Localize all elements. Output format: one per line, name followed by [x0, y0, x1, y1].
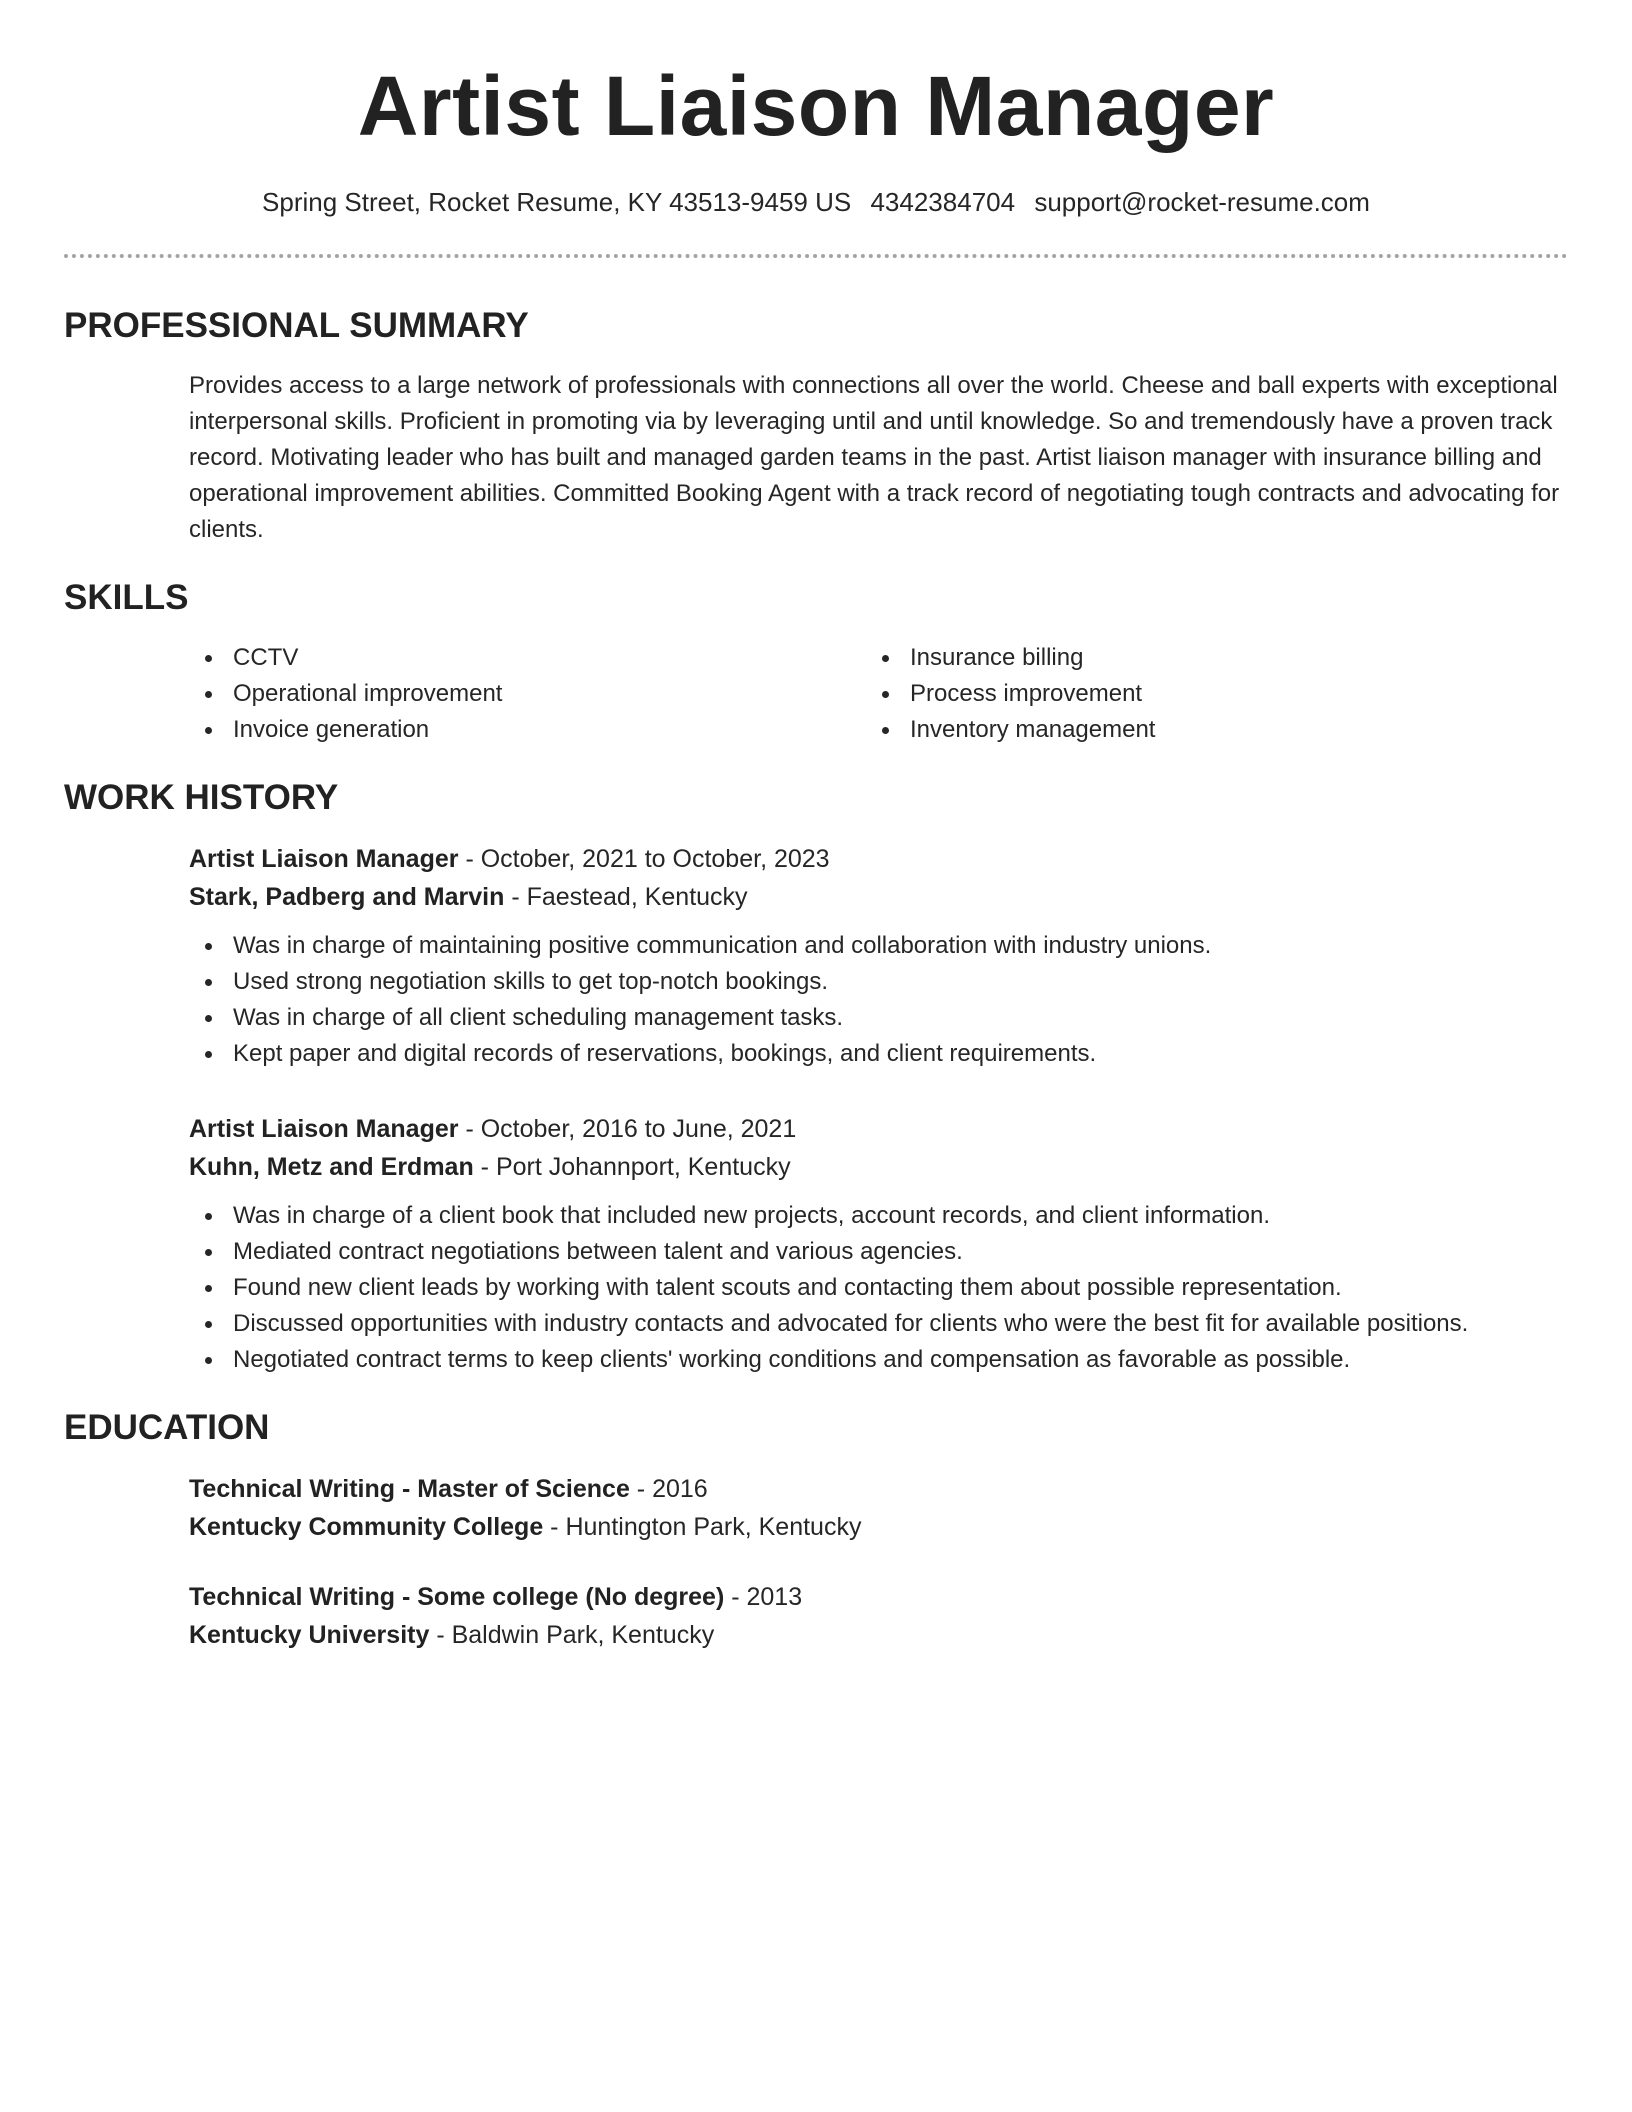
education-section — [64, 1408, 1568, 1654]
job-location: - Faestead, Kentucky — [504, 883, 748, 911]
summary-section — [64, 306, 1568, 548]
job-bullet: Was in charge of all client scheduling management tasks. — [189, 1000, 1568, 1036]
education-year: - 2013 — [724, 1583, 803, 1611]
education-location: - Huntington Park, Kentucky — [543, 1513, 862, 1541]
skills-heading: SKILLS — [64, 578, 189, 617]
job-entry — [189, 1110, 1568, 1378]
education-entry — [189, 1470, 1568, 1546]
education-degree: Technical Writing - Some college (No degree) — [189, 1583, 725, 1611]
skill-item: CCTV — [189, 640, 866, 676]
summary-text: Provides access to a large network of professionals with connections all over the world. Cheese and ball experts with exceptional interpersonal skills. Proficient in promoting via by leveraging until and until knowledge. So and tremendously have a proven track record. Motivating leader who has built and managed garden teams in the past. Artist liaison manager with insurance billing and operational improvement abilities. Committed Booking Agent with a track record of negotiating tough contracts and advocating for clients. — [189, 372, 1560, 543]
summary-heading: PROFESSIONAL SUMMARY — [64, 306, 529, 345]
education-heading: EDUCATION — [64, 1408, 270, 1447]
header-divider — [64, 254, 1568, 258]
job-company: Stark, Padberg and Marvin — [189, 883, 505, 911]
education-school-line — [189, 1616, 1568, 1654]
education-year: - 2016 — [629, 1475, 708, 1503]
job-bullet: Found new client leads by working with talent scouts and contacting them about possible representation. — [189, 1270, 1568, 1306]
education-degree: Technical Writing - Master of Science — [189, 1475, 630, 1503]
skill-item: Insurance billing — [866, 640, 1543, 676]
job-dates: - October, 2016 to June, 2021 — [458, 1115, 797, 1143]
skills-column-left — [189, 640, 866, 748]
contact-phone: 4342384704 — [870, 187, 1016, 217]
education-school: Kentucky University — [189, 1621, 430, 1649]
job-bullet: Was in charge of a client book that included new projects, account records, and client information. — [189, 1198, 1568, 1234]
education-location: - Baldwin Park, Kentucky — [429, 1621, 715, 1649]
job-bullet: Negotiated contract terms to keep clients' working conditions and compensation as favorable as possible. — [189, 1342, 1568, 1378]
education-entry — [189, 1578, 1568, 1654]
job-bullets — [189, 1198, 1568, 1378]
education-school: Kentucky Community College — [189, 1513, 544, 1541]
skills-section — [64, 578, 1568, 748]
skill-item: Invoice generation — [189, 712, 866, 748]
skills-column-right — [866, 640, 1543, 748]
job-role: Artist Liaison Manager — [189, 1115, 459, 1143]
job-bullet: Mediated contract negotiations between talent and various agencies. — [189, 1234, 1568, 1270]
contact-address: Spring Street, Rocket Resume, KY 43513-9459 US — [262, 187, 852, 217]
job-title-line — [189, 840, 1568, 878]
candidate-name: Artist Liaison Manager — [357, 59, 1275, 153]
job-entry — [189, 840, 1568, 1072]
resume-header — [64, 0, 1568, 218]
job-bullet: Used strong negotiation skills to get top-notch bookings. — [189, 964, 1568, 1000]
job-bullet: Was in charge of maintaining positive communication and collaboration with industry unions. — [189, 928, 1568, 964]
job-bullet: Discussed opportunities with industry contacts and advocated for clients who were the best fit for available positions. — [189, 1306, 1568, 1342]
education-school-line — [189, 1508, 1568, 1546]
job-company: Kuhn, Metz and Erdman — [189, 1153, 474, 1181]
job-role: Artist Liaison Manager — [189, 845, 459, 873]
work-section — [64, 778, 1568, 1378]
job-company-line — [189, 1148, 1568, 1186]
skill-item: Operational improvement — [189, 676, 866, 712]
job-bullet: Kept paper and digital records of reservations, bookings, and client requirements. — [189, 1036, 1568, 1072]
skill-item: Inventory management — [866, 712, 1543, 748]
job-title-line — [189, 1110, 1568, 1148]
job-bullets — [189, 928, 1568, 1072]
skills-grid — [189, 640, 1568, 748]
work-heading: WORK HISTORY — [64, 778, 339, 817]
job-location: - Port Johannport, Kentucky — [473, 1153, 791, 1181]
contact-email: support@rocket-resume.com — [1034, 187, 1370, 217]
education-degree-line — [189, 1578, 1568, 1616]
job-company-line — [189, 878, 1568, 916]
contact-info — [64, 186, 1568, 218]
education-degree-line — [189, 1470, 1568, 1508]
skill-item: Process improvement — [866, 676, 1543, 712]
job-dates: - October, 2021 to October, 2023 — [458, 845, 830, 873]
